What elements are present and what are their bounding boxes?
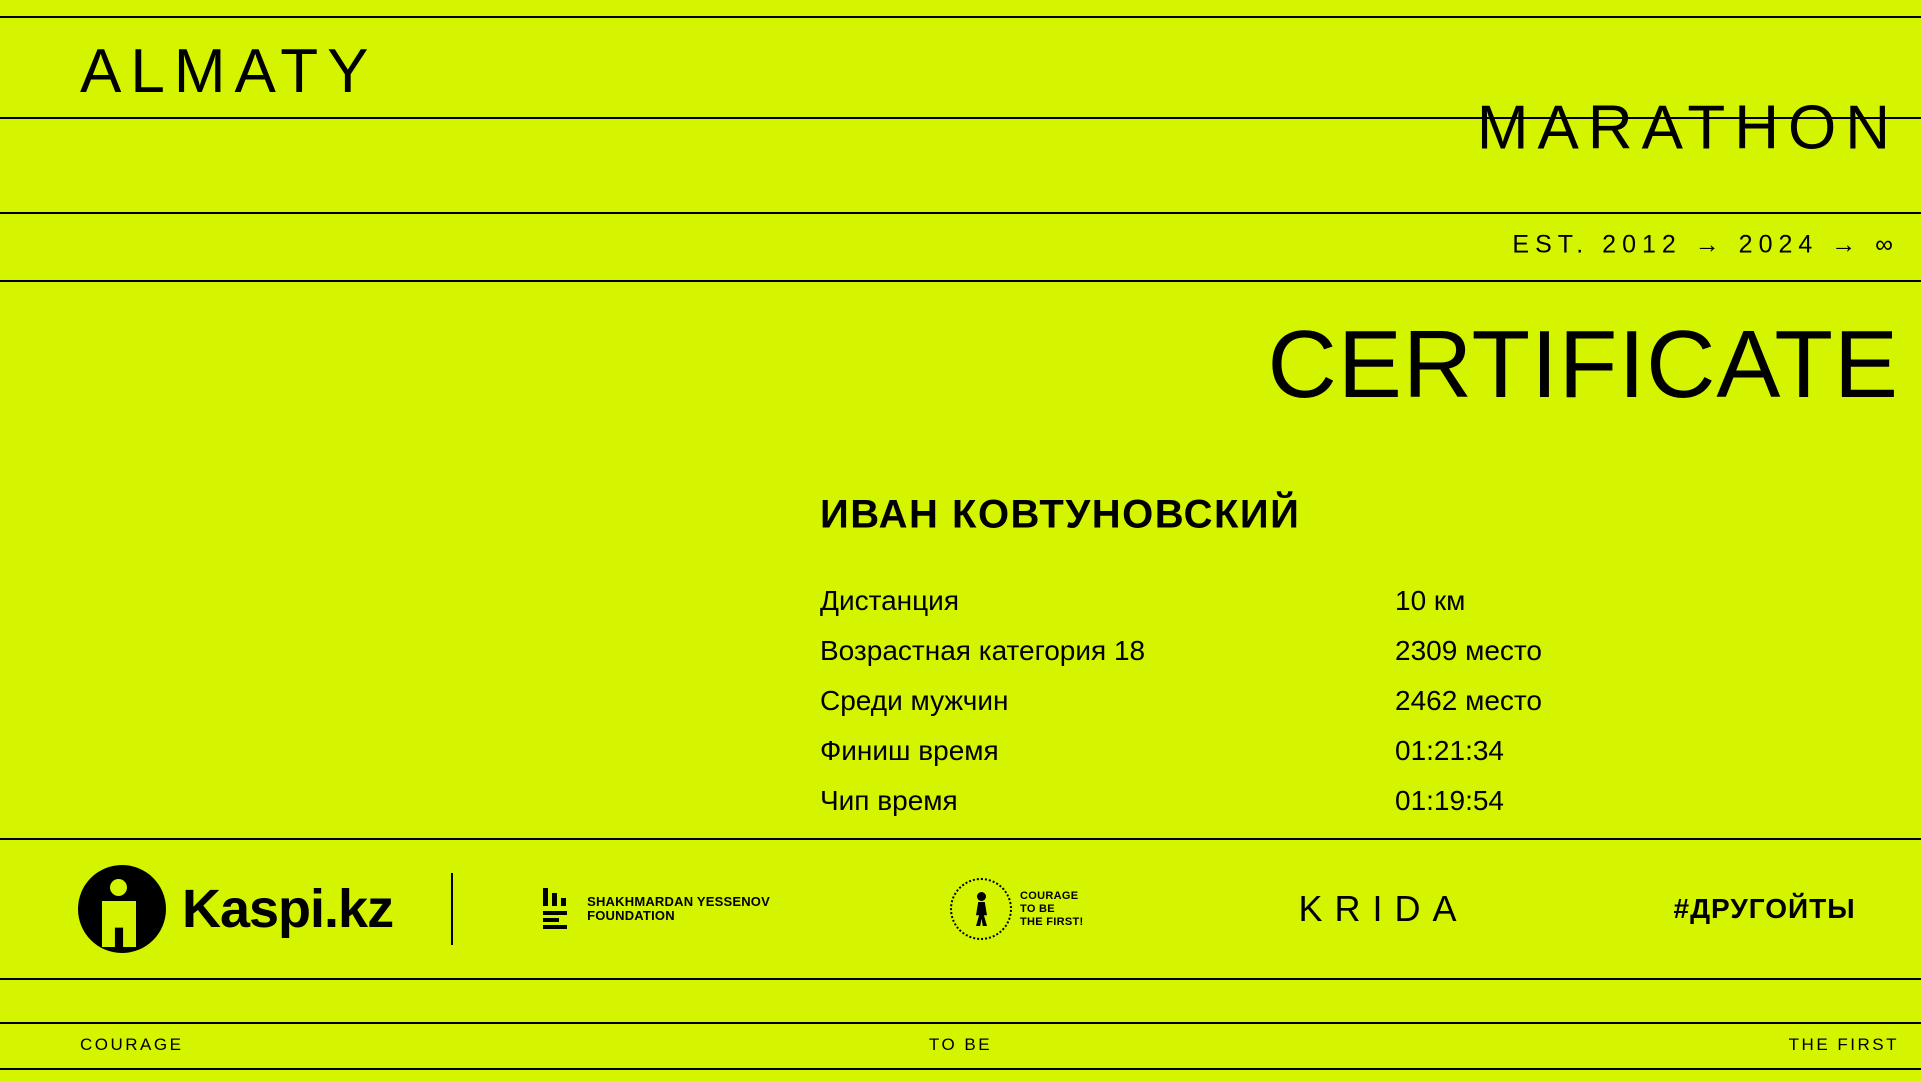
yessenov-label-line2: FOUNDATION [587,908,675,923]
sponsor-drugoity-hashtag: #ДРУГОЙТЫ [1673,893,1856,924]
corporate-fund-line1: COURAGE [1020,889,1079,902]
yessenov-label-line1: SHAKHMARDAN YESSENOV [587,894,770,909]
table-row [820,726,1680,776]
table-row [820,676,1680,726]
sponsor-kaspi [78,865,393,953]
athlete-name: ИВАН КОВТУНОВСКИЙ [820,492,1301,537]
kaspi-logo-icon [78,865,166,953]
footer-strip [0,1022,1921,1068]
corporate-fund-line3: THE FIRST! [1020,915,1084,928]
row-label: Дистанция [820,585,959,616]
row-value: 2309 место [1395,635,1542,666]
yessenov-logo-icon [543,888,577,930]
table-row [820,776,1680,826]
table-row [820,626,1680,676]
row-value: 01:19:54 [1395,785,1504,816]
brand-line-almaty: ALMATY [80,37,378,106]
divider-6 [0,978,1921,980]
sponsor-corporate-fund [950,878,1084,940]
established-line: EST. 2012 → 2024 → ∞ [1512,230,1899,259]
row-value: 01:21:34 [1395,735,1504,766]
divider-8 [0,1068,1921,1070]
kaspi-label: Kaspi.kz [182,879,394,939]
divider-4 [0,280,1921,282]
sponsor-strip [0,840,1921,978]
row-label: Возрастная категория 18 [820,635,1146,666]
row-label: Чип время [820,785,958,816]
row-label: Финиш время [820,735,999,766]
sponsor-divider [451,873,453,945]
page-title: CERTIFICATE [1267,311,1899,418]
result-table [820,576,1680,826]
footer-middle: TO BE [928,1035,993,1054]
sponsor-krida: KRIDA [1298,888,1469,929]
corporate-fund-line2: TO BE [1020,902,1055,915]
sponsor-yessenov-foundation [543,888,770,930]
footer-right: THE FIRST [1788,1035,1899,1054]
table-row [820,576,1680,626]
footer-left: COURAGE [80,1035,184,1054]
brand-line-marathon: MARATHON [1476,93,1899,163]
divider-1 [0,16,1921,18]
divider-3 [0,212,1921,214]
row-value: 10 км [1395,585,1466,616]
corporate-fund-label [1020,890,1084,929]
corporate-fund-logo-icon [950,878,1012,940]
row-label: Среди мужчин [820,685,1009,716]
yessenov-label [587,895,770,923]
row-value: 2462 место [1395,685,1542,716]
